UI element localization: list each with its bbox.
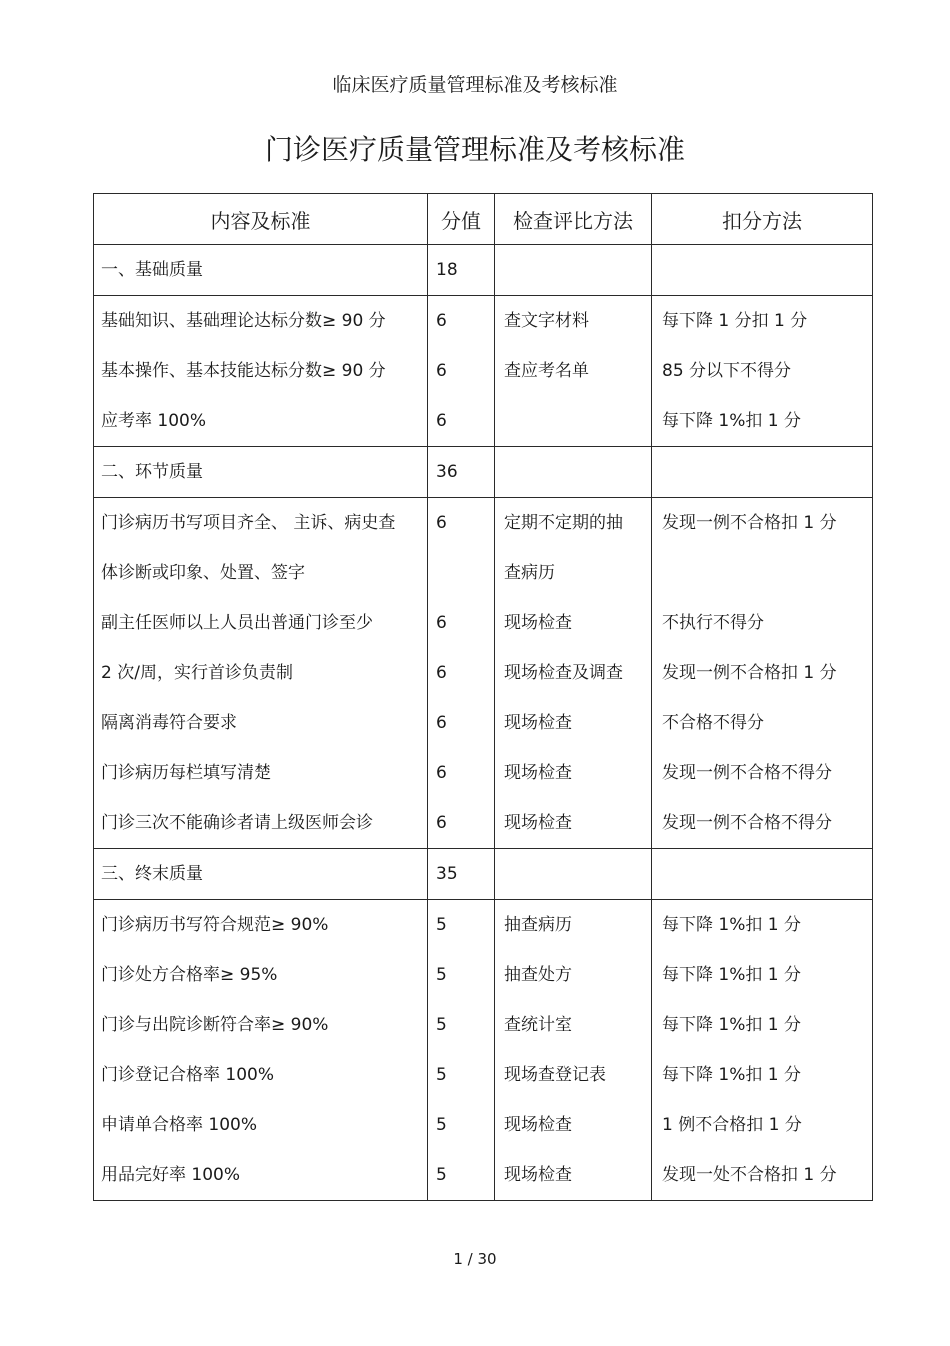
row-content: 申请单合格率 100% xyxy=(101,1115,258,1135)
row-content: 基本操作、基本技能达标分数≥ 90 分 xyxy=(101,361,386,381)
row-score: 5 xyxy=(436,915,447,935)
row-deduction: 发现一例不合格扣 1 分 xyxy=(662,663,837,683)
section-content-cell xyxy=(94,447,428,498)
row-score: 5 xyxy=(436,1115,447,1135)
detail-deduction-column xyxy=(652,900,873,1201)
row-content: 体诊断或印象、处置、签字 xyxy=(101,563,305,583)
row-method: 现场检查 xyxy=(504,613,572,633)
section-content-cell xyxy=(94,849,428,900)
detail-score-column xyxy=(428,296,495,447)
empty-cell xyxy=(652,447,872,497)
row-method: 现场检查 xyxy=(504,813,572,833)
empty-cell xyxy=(495,849,651,899)
header-content-standard: 内容及标准 xyxy=(94,194,428,245)
section-detail-row xyxy=(94,296,873,447)
row-deduction: 发现一处不合格扣 1 分 xyxy=(662,1165,837,1185)
row-method: 查统计室 xyxy=(504,1015,572,1035)
row-method: 现场检查 xyxy=(504,763,572,783)
row-content: 门诊与出院诊断符合率≥ 90% xyxy=(101,1015,329,1035)
row-score: 6 xyxy=(436,361,447,381)
detail-score-column xyxy=(428,498,495,849)
standards-table xyxy=(93,193,873,1201)
section-deduction-cell xyxy=(652,447,873,498)
section-method-cell xyxy=(495,849,652,900)
section-row xyxy=(94,447,873,498)
document-title: 门诊医疗质量管理标准及考核标准 xyxy=(264,133,685,166)
section-row xyxy=(94,849,873,900)
section-method-cell xyxy=(495,447,652,498)
section-score-cell xyxy=(428,849,495,900)
section-method-cell xyxy=(495,245,652,296)
detail-content-column xyxy=(94,296,428,447)
row-method: 现场检查 xyxy=(504,713,572,733)
detail-method-column xyxy=(495,900,652,1201)
empty-cell xyxy=(495,245,651,295)
page-number: 1 / 30 xyxy=(453,1250,497,1268)
row-method: 现场检查及调查 xyxy=(504,663,623,683)
table-header-row xyxy=(94,194,873,245)
row-score: 6 xyxy=(436,763,447,783)
row-deduction: 每下降 1%扣 1 分 xyxy=(662,1065,801,1085)
row-score: 5 xyxy=(436,1065,447,1085)
row-method: 查病历 xyxy=(504,563,555,583)
row-score: 6 xyxy=(436,311,447,331)
detail-method-column xyxy=(495,296,652,447)
empty-cell xyxy=(652,849,872,899)
section-score: 36 xyxy=(436,462,458,482)
row-deduction: 不合格不得分 xyxy=(662,713,764,733)
section-detail-row xyxy=(94,900,873,1201)
row-deduction: 发现一例不合格不得分 xyxy=(662,813,832,833)
section-score-cell xyxy=(428,245,495,296)
row-method xyxy=(495,396,651,446)
section-deduction-cell xyxy=(652,849,873,900)
section-detail-row xyxy=(94,498,873,849)
detail-deduction-column xyxy=(652,296,873,447)
row-deduction xyxy=(652,548,872,598)
header-score: 分值 xyxy=(428,194,495,245)
row-content: 隔离消毒符合要求 xyxy=(101,713,237,733)
detail-score-column xyxy=(428,900,495,1201)
row-method: 现场检查 xyxy=(504,1165,572,1185)
row-method: 抽查处方 xyxy=(504,965,572,985)
row-content: 2 次/周，实行首诊负责制 xyxy=(101,663,293,683)
row-deduction: 发现一例不合格扣 1 分 xyxy=(662,513,837,533)
row-score: 5 xyxy=(436,965,447,985)
row-score: 5 xyxy=(436,1015,447,1035)
section-name: 三、终末质量 xyxy=(101,864,203,884)
section-deduction-cell xyxy=(652,245,873,296)
row-method: 查文字材料 xyxy=(504,311,589,331)
row-score: 6 xyxy=(436,513,447,533)
header-deduction-method: 扣分方法 xyxy=(652,194,873,245)
empty-cell xyxy=(652,245,872,295)
detail-method-column xyxy=(495,498,652,849)
section-name: 二、环节质量 xyxy=(101,462,203,482)
row-deduction: 85 分以下不得分 xyxy=(662,361,792,381)
row-content: 门诊处方合格率≥ 95% xyxy=(101,965,278,985)
running-header: 临床医疗质量管理标准及考核标准 xyxy=(332,74,618,96)
section-row xyxy=(94,245,873,296)
row-content: 门诊三次不能确诊者请上级医师会诊 xyxy=(101,813,373,833)
row-deduction: 每下降 1%扣 1 分 xyxy=(662,411,801,431)
row-deduction: 发现一例不合格不得分 xyxy=(662,763,832,783)
row-method: 定期不定期的抽 xyxy=(504,513,623,533)
section-score-cell xyxy=(428,447,495,498)
row-content: 副主任医师以上人员出普通门诊至少 xyxy=(101,613,373,633)
row-score xyxy=(428,548,494,598)
row-method: 现场检查 xyxy=(504,1115,572,1135)
row-score: 6 xyxy=(436,663,447,683)
row-deduction: 1 例不合格扣 1 分 xyxy=(662,1115,802,1135)
row-deduction: 每下降 1 分扣 1 分 xyxy=(662,311,808,331)
row-score: 6 xyxy=(436,411,447,431)
section-score: 35 xyxy=(436,864,458,884)
row-score: 6 xyxy=(436,713,447,733)
row-content: 应考率 100% xyxy=(101,411,207,431)
row-content: 门诊登记合格率 100% xyxy=(101,1065,275,1085)
row-score: 5 xyxy=(436,1165,447,1185)
row-score: 6 xyxy=(436,813,447,833)
section-content-cell xyxy=(94,245,428,296)
row-method: 现场查登记表 xyxy=(504,1065,606,1085)
section-score: 18 xyxy=(436,260,458,280)
row-method: 抽查病历 xyxy=(504,915,572,935)
row-content: 门诊病历书写符合规范≥ 90% xyxy=(101,915,329,935)
row-content: 用品完好率 100% xyxy=(101,1165,241,1185)
header-inspection-method: 检查评比方法 xyxy=(495,194,652,245)
table-body xyxy=(94,245,873,1201)
row-deduction: 每下降 1%扣 1 分 xyxy=(662,1015,801,1035)
row-method: 查应考名单 xyxy=(504,361,589,381)
section-name: 一、基础质量 xyxy=(101,260,203,280)
row-content: 门诊病历书写项目齐全、 主诉、病史查 xyxy=(101,513,396,533)
row-content: 基础知识、基础理论达标分数≥ 90 分 xyxy=(101,311,386,331)
row-deduction: 每下降 1%扣 1 分 xyxy=(662,915,801,935)
row-deduction: 每下降 1%扣 1 分 xyxy=(662,965,801,985)
detail-deduction-column xyxy=(652,498,873,849)
row-score: 6 xyxy=(436,613,447,633)
row-deduction: 不执行不得分 xyxy=(662,613,764,633)
detail-content-column xyxy=(94,498,428,849)
empty-cell xyxy=(495,447,651,497)
row-content: 门诊病历每栏填写清楚 xyxy=(101,763,271,783)
detail-content-column xyxy=(94,900,428,1201)
